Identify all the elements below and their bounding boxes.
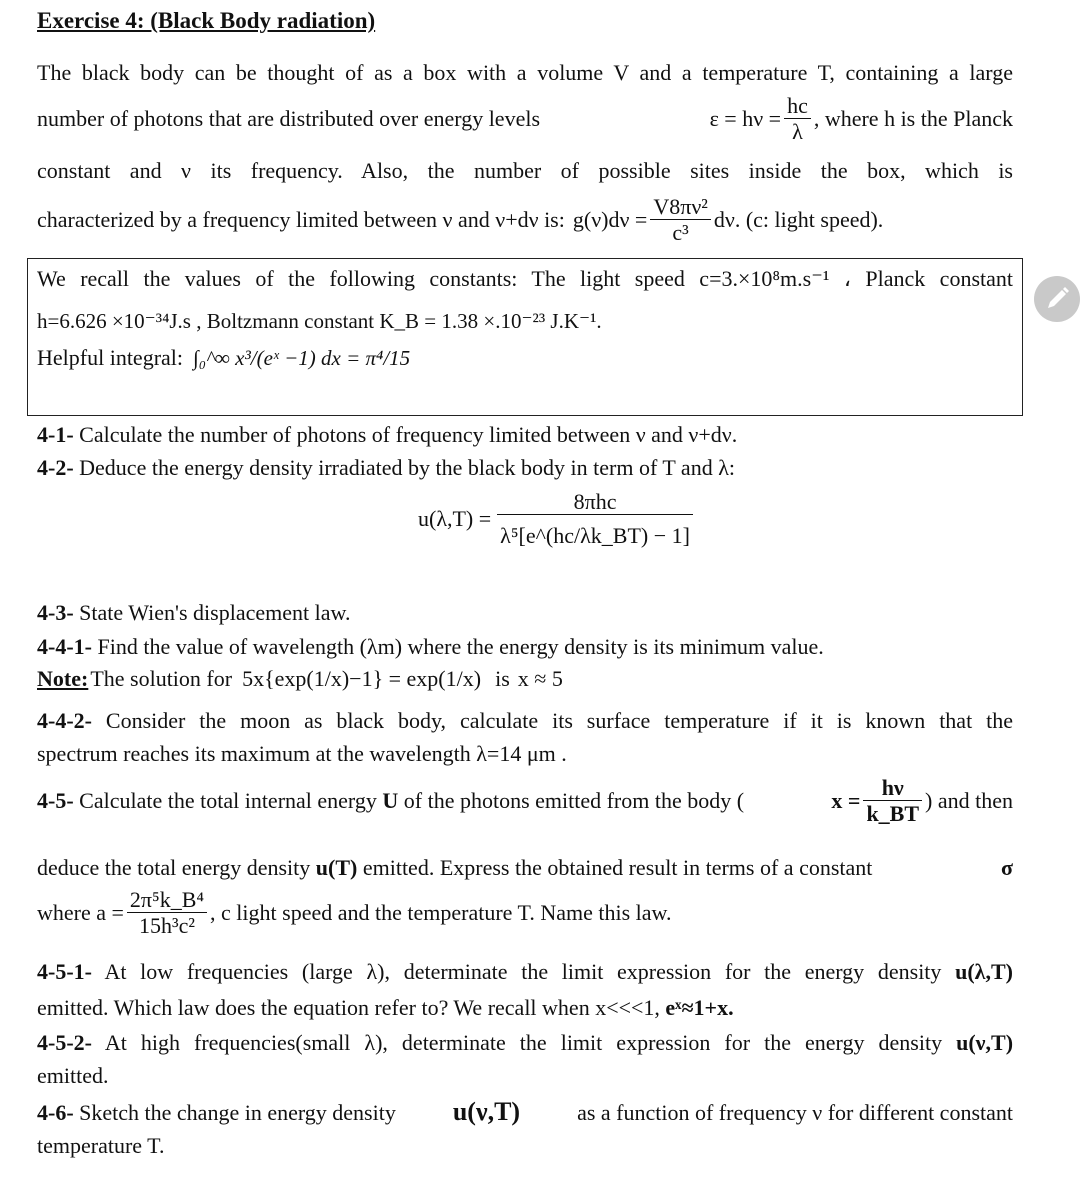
sigma-symbol: σ (1001, 855, 1013, 880)
note-equation: 5x{exp(1/x)−1} = exp(1/x) (242, 666, 482, 691)
helpful-integral (37, 345, 410, 371)
planck-law-numerator: 8πhc (497, 490, 693, 515)
question-4-5-1-approximation: eˣ≈1+x. (665, 995, 734, 1020)
question-4-3-number: 4-3- (37, 600, 74, 625)
note-text: The solution for (90, 666, 233, 691)
question-4-6-u-nu: u(ν,T) (452, 1097, 521, 1126)
question-4-5-line-2-text-a: deduce the total energy density (37, 855, 311, 880)
question-4-5-line-2-text-b: emitted. Express the obtained result in terms of a constant (362, 855, 873, 880)
question-4-6-number: 4-6- (37, 1100, 74, 1125)
question-4-5-1-line-1 (37, 959, 1013, 985)
question-4-4-2-line-1 (37, 708, 1013, 734)
helpful-integral-expression: ∫₀^∞ x³/(eˣ −1) dx = π⁴/15 (193, 345, 411, 370)
question-4-6-line-1 (37, 1096, 1013, 1127)
question-4-6-text-a: Sketch the change in energy density (79, 1100, 396, 1125)
stefan-constant-fraction (127, 888, 207, 938)
question-4-1-text: Calculate the number of photons of frequency limited between ν and ν+dν. (79, 422, 738, 447)
energy-fraction-den: λ (792, 119, 803, 145)
question-4-5-number: 4-5- (37, 788, 74, 814)
stefan-constant-lhs: where a = (37, 900, 124, 926)
density-of-states-lhs: g(ν)dν = (572, 207, 648, 233)
question-4-6-text-b: as a function of frequency ν for different constant (577, 1100, 1013, 1125)
question-4-4-1-number: 4-4-1- (37, 634, 92, 659)
intro-line-2-text: number of photons that are distributed over energy levels (37, 106, 541, 132)
question-4-5-line-1 (37, 776, 1013, 826)
edit-pencil-button[interactable] (1034, 276, 1080, 322)
question-4-5-line-3 (37, 888, 672, 938)
note-label: Note: (37, 666, 89, 691)
question-4-5-uT: u(T) (315, 855, 358, 880)
question-4-4-1 (37, 634, 824, 660)
energy-eq-lhs: ε = hν = (709, 106, 782, 132)
stefan-fraction-num: 2π⁵k_B⁴ (127, 888, 207, 913)
intro-line-1: The black body can be thought of as a box with a volume V and a temperature T, containing a large (37, 60, 1013, 85)
energy-fraction (784, 94, 811, 144)
question-4-1 (37, 422, 737, 448)
question-4-4-1-text: Find the value of wavelength (λm) where the energy density is its minimum value. (97, 634, 824, 659)
helpful-integral-label: Helpful integral: (37, 345, 184, 370)
dos-fraction-num: V8πν² (650, 195, 711, 220)
question-4-3 (37, 600, 350, 626)
question-4-2-text: Deduce the energy density irradiated by the black body in term of T and λ: (79, 455, 735, 480)
density-of-states-fraction (650, 195, 711, 245)
question-4-5-2-line-2: emitted. (37, 1063, 109, 1088)
question-4-5-2-u-nu: u(ν,T) (956, 1030, 1014, 1055)
energy-level-equation (710, 94, 1013, 144)
question-4-4-2-line-2: spectrum reaches its maximum at the wavelength λ=14 μm . (37, 741, 567, 766)
question-4-5-text-c: ) and then (925, 788, 1013, 814)
intro-line-4-text: characterized by a frequency limited between ν and ν+dν is: (37, 207, 565, 233)
intro-line-3: constant and ν its frequency. Also, the number of possible sites inside the box, which is (37, 158, 1013, 183)
pencil-icon (1034, 276, 1080, 322)
question-4-5-text-a: Calculate the total internal energy (79, 788, 377, 814)
question-4-2-number: 4-2- (37, 455, 74, 480)
question-4-5-U: U (382, 788, 399, 814)
note-solution: x ≈ 5 (517, 666, 563, 691)
intro-line-2-end: , where h is the Planck (813, 106, 1013, 132)
x-fraction-num: hν (863, 776, 922, 801)
question-4-5-1-u-lambda: u(λ,T) (955, 959, 1013, 984)
question-4-5-1-line-2-text: emitted. Which law does the equation refer to? We recall when x<<<1, (37, 995, 660, 1020)
question-4-5-2-line-1 (37, 1030, 1013, 1056)
question-4-5-1-text: At low frequencies (large λ), determinate the limit expression for the energy density (104, 959, 942, 984)
question-4-5-1-number: 4-5-1- (37, 959, 92, 984)
question-4-3-text: State Wien's displacement law. (79, 600, 351, 625)
stefan-fraction-den: 15h³c² (139, 913, 195, 939)
planck-law-formula (418, 490, 696, 548)
x-definition-fraction (863, 776, 922, 826)
question-4-2 (37, 455, 735, 481)
intro-line-4 (37, 195, 1013, 245)
note-is: is (495, 666, 510, 691)
intro-line-2 (37, 94, 1013, 144)
x-fraction-den: k_BT (866, 801, 920, 827)
question-4-5-1-line-2 (37, 995, 734, 1021)
question-4-1-number: 4-1- (37, 422, 74, 447)
question-4-5-2-text: At high frequencies(small λ), determinate the limit expression for the energy density (104, 1030, 943, 1055)
dos-fraction-den: c³ (672, 220, 689, 246)
question-4-4-2-number: 4-4-2- (37, 708, 92, 733)
question-4-5-2-number: 4-5-2- (37, 1030, 92, 1055)
planck-law-lhs: u(λ,T) = (418, 506, 492, 532)
constants-line-2: h=6.626 ×10⁻³⁴J.s , Boltzmann constant K_B = 1.38 ×.10⁻²³ J.K⁻¹. (37, 309, 602, 333)
planck-law-fraction (497, 490, 693, 548)
energy-fraction-num: hc (784, 94, 811, 119)
constants-line-1: We recall the values of the following constants: The light speed c=3.×10⁸m.s⁻¹ ، Planck constant (37, 266, 1013, 291)
question-4-5-text-b: of the photons emitted from the body ( (403, 788, 745, 814)
intro-line-4-end: dν. (c: light speed). (713, 207, 884, 233)
x-definition-lhs: x = (831, 788, 861, 814)
exercise-title: Exercise 4: (Black Body radiation) (37, 8, 376, 33)
question-4-4-2-text: Consider the moon as black body, calculate its surface temperature if it is known that the (105, 708, 1013, 733)
note-line (37, 666, 563, 692)
planck-law-denominator: λ⁵[e^(hc/λk_BT) − 1] (500, 523, 690, 549)
question-4-5-line-3-text: , c light speed and the temperature T. Name this law. (210, 900, 672, 926)
question-4-6-line-2: temperature T. (37, 1133, 165, 1158)
question-4-5-line-2 (37, 855, 1013, 881)
